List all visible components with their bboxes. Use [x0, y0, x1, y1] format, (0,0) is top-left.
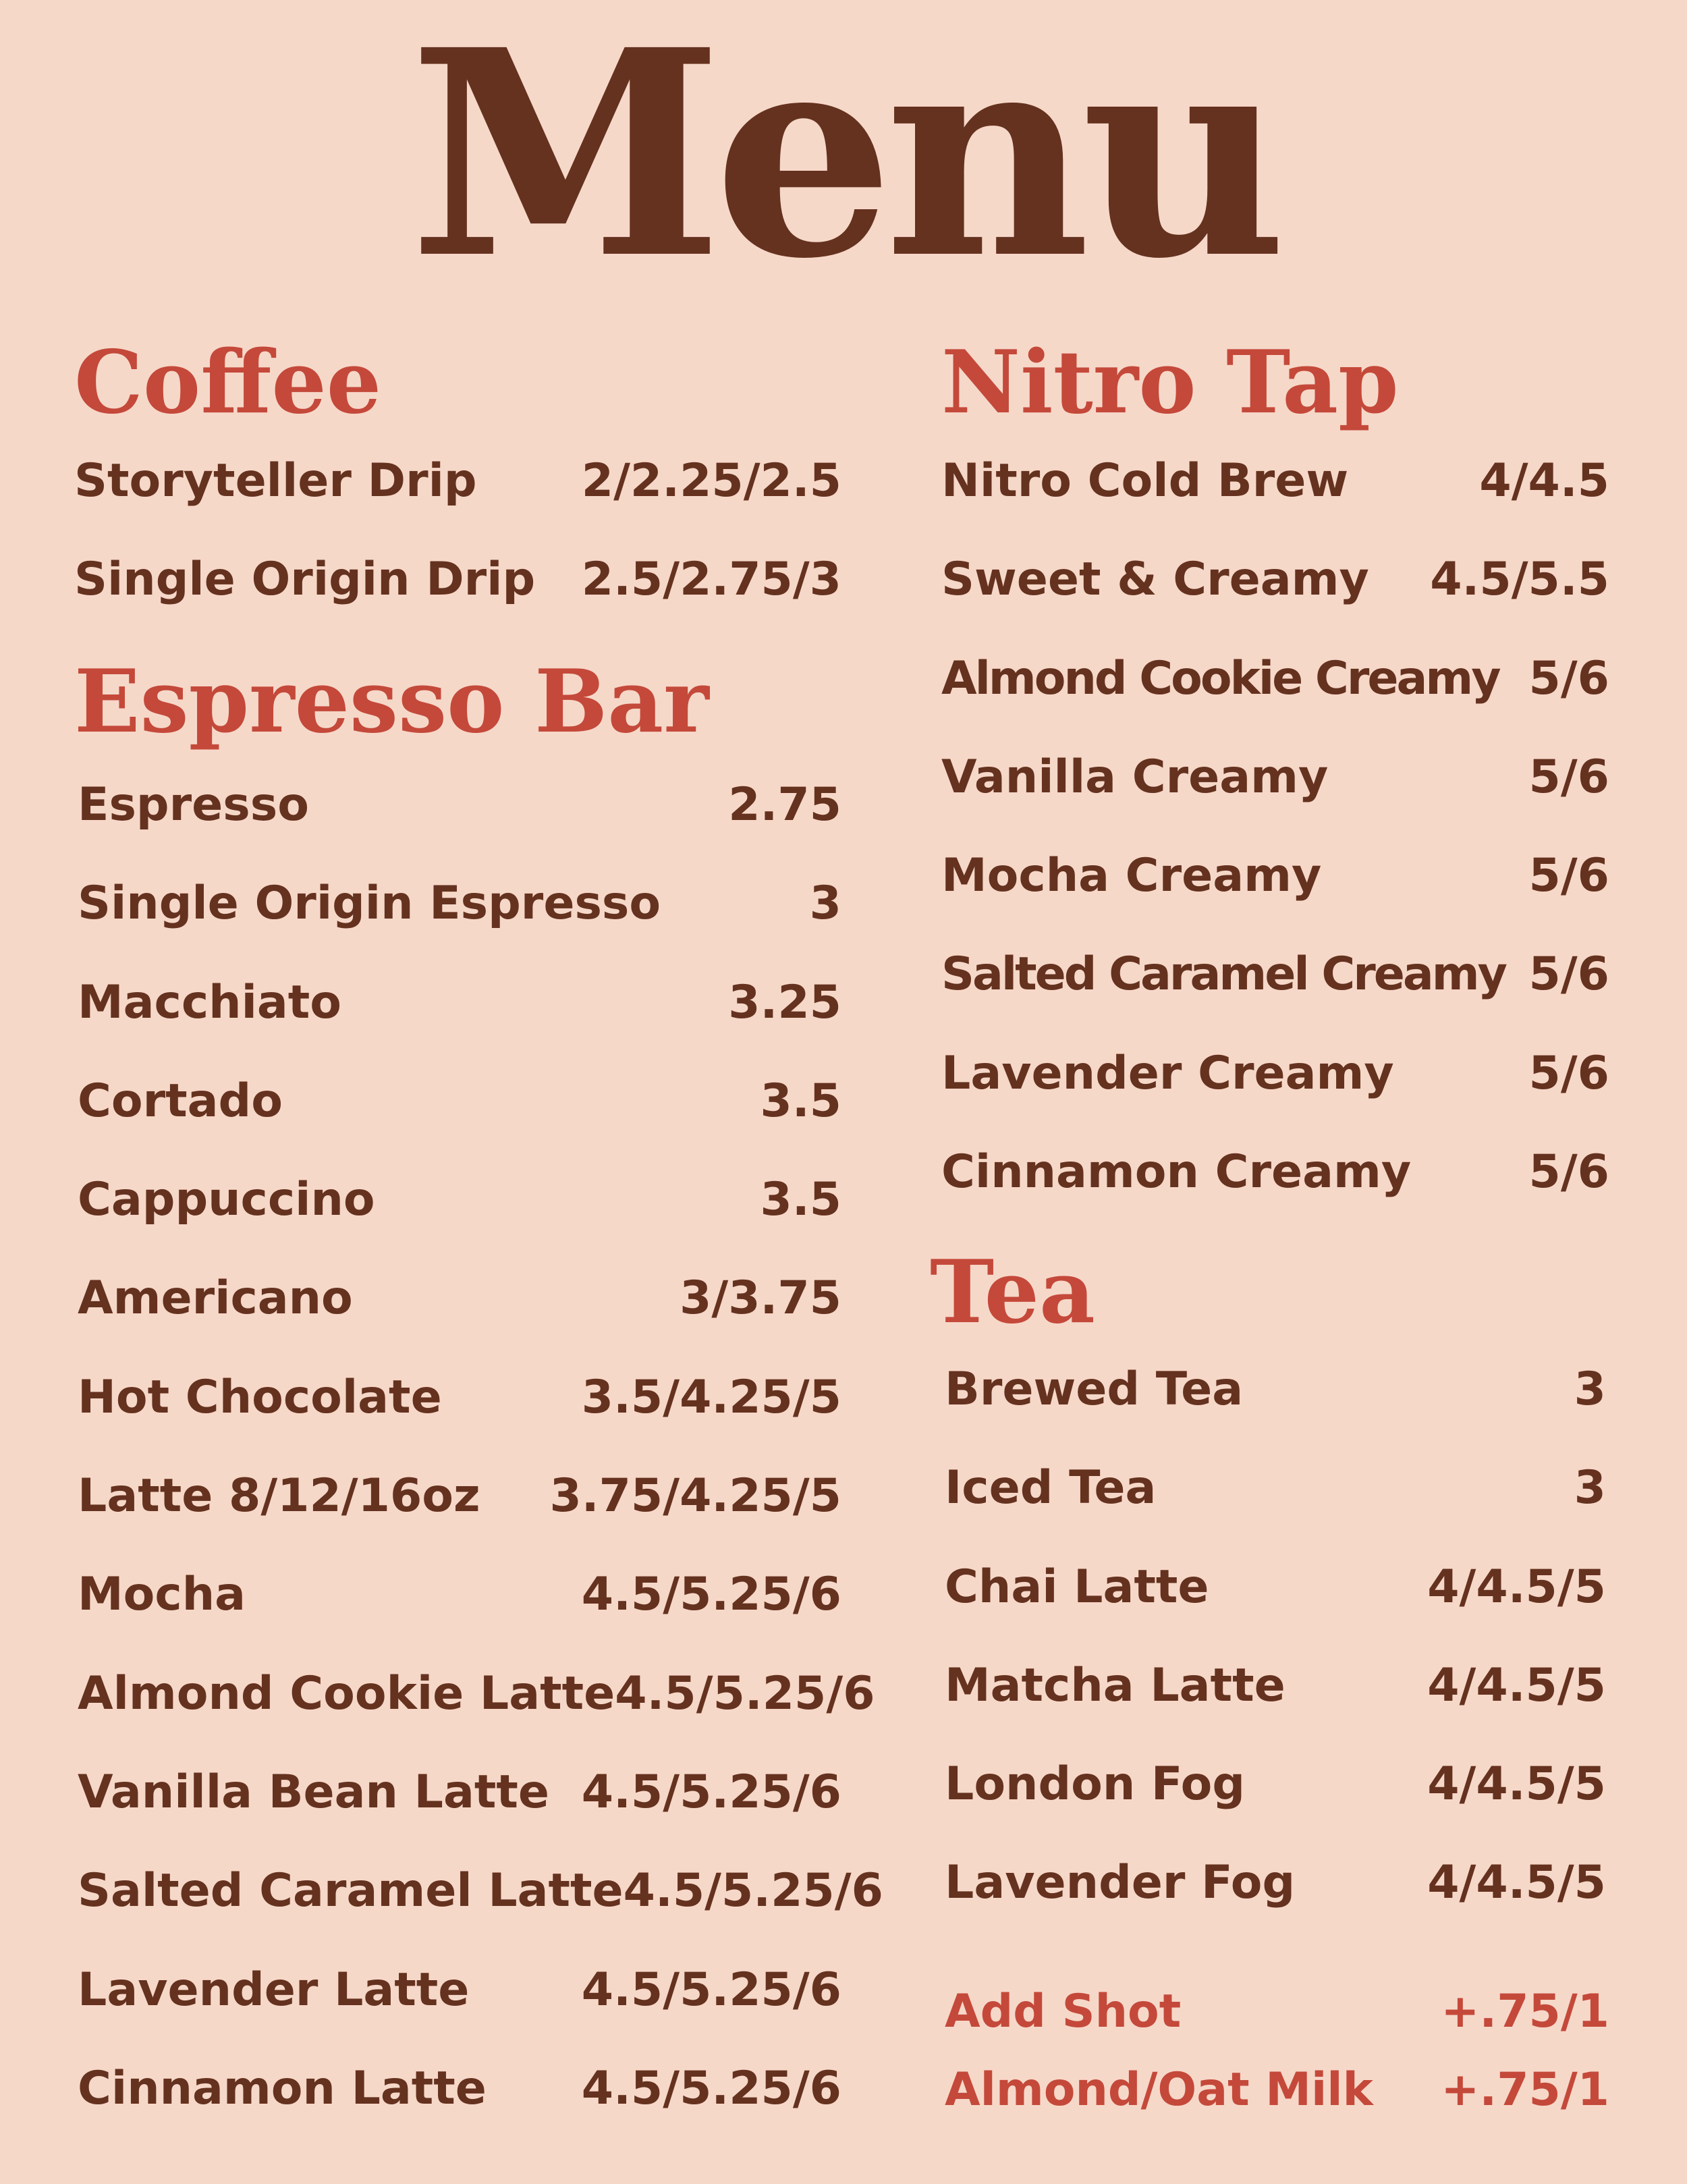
- extras-list: [945, 1977, 1609, 2123]
- item-name: London Fog: [945, 1757, 1246, 1811]
- menu-item: [78, 771, 841, 838]
- item-name: Nitro Cold Brew: [941, 454, 1349, 508]
- menu-item: [78, 1166, 841, 1233]
- section-heading-coffee: Coffee: [74, 332, 382, 433]
- item-name: Sweet & Creamy: [941, 552, 1369, 606]
- coffee-list: [74, 447, 841, 613]
- menu-item: [78, 1067, 841, 1135]
- item-price: 4/4.5/5: [1427, 1658, 1606, 1712]
- item-price: 3: [1574, 1362, 1606, 1416]
- item-name: Single Origin Drip: [74, 552, 536, 606]
- item-price: 3.75/4.25/5: [549, 1469, 841, 1523]
- menu-item: [78, 1956, 841, 2023]
- tea-list: [945, 1355, 1606, 1916]
- item-price: 4/4.5/5: [1427, 1757, 1606, 1811]
- menu-item: [945, 1849, 1606, 1916]
- item-price: 5/6: [1528, 1046, 1609, 1100]
- item-price: 5/6: [1528, 651, 1609, 705]
- menu-item: [78, 1857, 883, 1924]
- menu-title: Menu: [409, 0, 1278, 321]
- item-name: Mocha Creamy: [941, 848, 1322, 902]
- menu-item: [78, 1363, 841, 1431]
- menu-item: [74, 447, 841, 514]
- menu-item: [945, 1651, 1606, 1719]
- menu-item: [945, 1750, 1606, 1818]
- item-name: Matcha Latte: [945, 1658, 1285, 1712]
- item-name: Hot Chocolate: [78, 1370, 442, 1424]
- item-price: 3.5: [760, 1172, 841, 1226]
- item-price: 3: [809, 876, 841, 930]
- menu-item: [945, 1553, 1606, 1620]
- item-name: Almond Cookie Creamy: [941, 651, 1499, 705]
- item-name: Cinnamon Creamy: [941, 1145, 1412, 1199]
- nitro-list: [941, 447, 1609, 1205]
- item-name: Almond/Oat Milk: [945, 2063, 1373, 2117]
- item-price: 3.5: [760, 1074, 841, 1128]
- menu-item: [941, 1138, 1609, 1205]
- section-heading-espresso-bar: Espresso Bar: [74, 651, 709, 753]
- item-price: 2.75: [728, 777, 841, 831]
- item-name: Add Shot: [945, 1984, 1182, 2038]
- item-name: Salted Caramel Creamy: [941, 947, 1505, 1001]
- item-name: Vanilla Bean Latte: [78, 1765, 549, 1819]
- item-name: Brewed Tea: [945, 1362, 1244, 1416]
- espresso-list: [78, 771, 883, 2115]
- item-name: Mocha: [78, 1567, 246, 1621]
- menu-item: [941, 545, 1609, 613]
- item-price: 4.5/5.25/6: [615, 1666, 875, 1720]
- menu-item: [945, 2056, 1609, 2123]
- item-price: 4.5/5.25/6: [623, 1863, 883, 1917]
- item-price: +.75/1: [1441, 2063, 1609, 2117]
- item-name: Almond Cookie Latte: [78, 1666, 615, 1720]
- item-price: 4.5/5.25/6: [581, 1963, 841, 2017]
- item-name: Americano: [78, 1271, 353, 1325]
- menu-item: [78, 1660, 875, 1727]
- item-price: 4.5/5.25/6: [581, 1567, 841, 1621]
- menu-item: [78, 1560, 841, 1628]
- item-price: 2.5/2.75/3: [581, 552, 841, 606]
- item-price: 4/4.5/5: [1427, 1855, 1606, 1909]
- item-name: Lavender Fog: [945, 1855, 1296, 1909]
- menu-item: [78, 968, 841, 1036]
- menu-item: [941, 645, 1609, 712]
- item-name: Iced Tea: [945, 1460, 1157, 1514]
- menu-item: [945, 1355, 1606, 1423]
- item-name: Single Origin Espresso: [78, 876, 661, 930]
- item-price: 5/6: [1528, 848, 1609, 902]
- item-price: 2/2.25/2.5: [581, 454, 841, 508]
- section-heading-tea: Tea: [930, 1242, 1095, 1343]
- item-name: Vanilla Creamy: [941, 750, 1329, 804]
- item-price: 5/6: [1528, 1145, 1609, 1199]
- item-name: Chai Latte: [945, 1560, 1209, 1614]
- item-name: Cinnamon Latte: [78, 2061, 487, 2115]
- menu-item: [78, 1264, 841, 1332]
- menu-item: [78, 2054, 841, 2122]
- item-name: Storyteller Drip: [74, 454, 477, 508]
- menu-item: [945, 1454, 1606, 1521]
- menu-item: [945, 1977, 1609, 2045]
- item-price: 3: [1574, 1460, 1606, 1514]
- item-price: 4/4.5: [1479, 454, 1609, 508]
- menu-item: [941, 743, 1609, 811]
- menu-item: [78, 869, 841, 937]
- item-price: 3/3.75: [680, 1271, 841, 1325]
- menu-item: [941, 1039, 1609, 1107]
- item-price: 4.5/5.5: [1430, 552, 1609, 606]
- item-price: 4.5/5.25/6: [581, 2061, 841, 2115]
- item-name: Lavender Latte: [78, 1963, 470, 2017]
- item-name: Latte 8/12/16oz: [78, 1469, 480, 1523]
- menu-item: [78, 1462, 841, 1529]
- menu-item: [74, 545, 841, 613]
- item-price: +.75/1: [1441, 1984, 1609, 2038]
- menu-item: [941, 447, 1609, 514]
- menu-item: [941, 842, 1609, 909]
- item-price: 5/6: [1528, 750, 1609, 804]
- section-heading-nitro-tap: Nitro Tap: [941, 332, 1399, 433]
- menu-item: [78, 1758, 841, 1826]
- item-price: 3.25: [728, 975, 841, 1029]
- item-name: Cortado: [78, 1074, 283, 1128]
- menu-item: [941, 940, 1609, 1008]
- item-name: Lavender Creamy: [941, 1046, 1394, 1100]
- item-price: 3.5/4.25/5: [581, 1370, 841, 1424]
- item-name: Salted Caramel Latte: [78, 1863, 624, 1917]
- item-price: 5/6: [1528, 947, 1609, 1001]
- item-name: Espresso: [78, 777, 309, 831]
- item-name: Macchiato: [78, 975, 341, 1029]
- item-name: Cappuccino: [78, 1172, 375, 1226]
- item-price: 4/4.5/5: [1427, 1560, 1606, 1614]
- item-price: 4.5/5.25/6: [581, 1765, 841, 1819]
